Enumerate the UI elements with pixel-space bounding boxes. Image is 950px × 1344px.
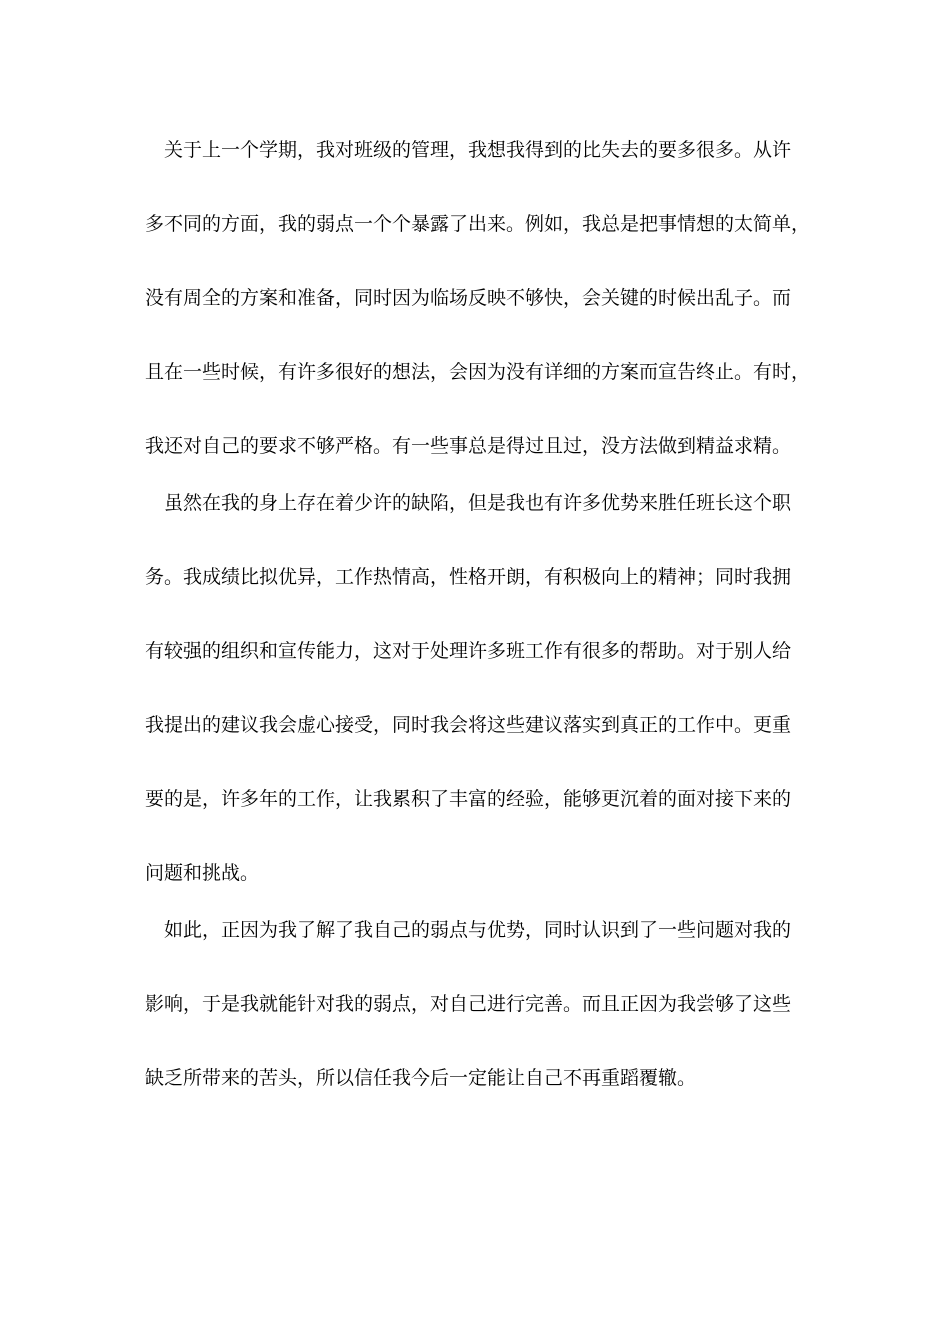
- paragraph-line: 没有周全的方案和准备，同时因为临场反映不够快，会关键的时候出乱子。而: [145, 287, 792, 309]
- paragraph-line: 虽然在我的身上存在着少许的缺陷，但是我也有许多优势来胜任班长这个职: [145, 492, 792, 514]
- paragraph-2: [145, 481, 805, 896]
- paragraph-1: [145, 128, 811, 469]
- paragraph-line: 且在一些时候，有许多很好的想法，会因为没有详细的方案而宣告终止。有时，: [145, 361, 811, 383]
- paragraph-line: 关于上一个学期，我对班级的管理，我想我得到的比失去的要多很多。从许: [145, 139, 792, 161]
- paragraph-line: 如此，正因为我了解了我自己的弱点与优势，同时认识到了一些问题对我的: [145, 919, 792, 941]
- paragraph-line: 缺乏所带来的苦头，所以信任我今后一定能让自己不再重蹈覆辙。: [145, 1067, 697, 1089]
- paragraph-line: 我提出的建议我会虚心接受，同时我会将这些建议落实到真正的工作中。更重: [145, 714, 792, 736]
- paragraph-line: 我还对自己的要求不够严格。有一些事总是得过且过，没方法做到精益求精。: [145, 435, 792, 457]
- paragraph-3: [145, 908, 805, 1101]
- paragraph-line: 有较强的组织和宣传能力，这对于处理许多班工作有很多的帮助。对于别人给: [145, 640, 792, 662]
- paragraph-line: 影响，于是我就能针对我的弱点，对自己进行完善。而且正因为我尝够了这些: [145, 993, 792, 1015]
- paragraph-line: 问题和挑战。: [145, 862, 260, 884]
- paragraph-line: 多不同的方面，我的弱点一个个暴露了出来。例如，我总是把事情想的太简单，: [145, 213, 811, 235]
- paragraph-line: 务。我成绩比拟优异，工作热情高，性格开朗，有积极向上的精神；同时我拥: [145, 566, 792, 588]
- document-body: [145, 128, 811, 1101]
- paragraph-line: 要的是，许多年的工作，让我累积了丰富的经验，能够更沉着的面对接下来的: [145, 788, 792, 810]
